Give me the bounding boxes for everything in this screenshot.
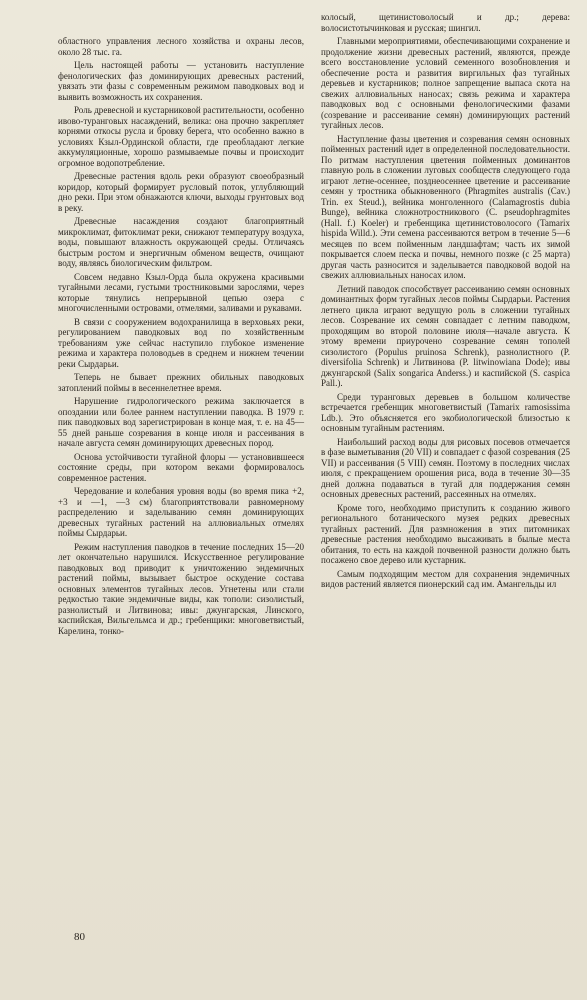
paragraph: Самым подходящим местом для сохранения эндемичных видов растений является пионерский сад им. Амангельды ил	[321, 568, 570, 589]
paragraph: Древесные насаждения создают благоприятный микроклимат, фитоклимат реки, снижают температуру воздуха, воды, повышают влажность окружающей среды. Отличаясь быстрым ростом и энергичным обменом веществ, очищают воду, являясь биологическим фильтром.	[58, 216, 304, 268]
paragraph: В связи с сооружением водохранилища в верховьях реки, регулированием паводковых вод по хозяйственным требованиям уже сейчас наступило глубокое изменение режима и характера половодьев в среднем и нижнем течении реки Сырдарьи.	[58, 316, 304, 369]
paragraph: Наибольший расход воды для рисовых посевов отмечается в фазе выметывания (20 VII) и совпадает с фазой созревания (25 VII) и рассеивания (5 VIII) семян. Поэтому в последних числах июля, с прекращением орошения риса, вода в течение 30—35 дней должна подаваться в тугай для поддержания семян основных древесных растений, рассеянных на отмелях.	[321, 436, 570, 499]
paragraph: Цель настоящей работы — установить наступление фенологических фаз доминирующих древесных растений, увязать эти фазы с современным режимом паводковых вод и выявить возможность их сохранения.	[58, 60, 304, 102]
paragraph: областного управления лесного хозяйства и охраны лесов, около 28 тыс. га.	[58, 36, 304, 57]
paragraph: Чередование и колебания уровня воды (во время пика +2, +3 и —1, —3 см) благоприятствовали равномерному распределению и заделыванию семян доминирующих древесных тугайных растений на аллювиальных отмелях поймы Сырдарьи.	[58, 486, 304, 538]
paragraph: Нарушение гидрологического режима заключается в опоздании или более раннем наступлении паводка. В 1979 г. пик паводковых вод зарегистрирован в конце мая, т. е. на 45—55 дней раньше созревания в конце июля и рассеивания в начале августа семян доминирующих древесных пород.	[58, 396, 304, 448]
paragraph: Главными мероприятиями, обеспечивающими сохранение и продолжение жизни древесных растений, являются, прежде всего восстановление условий семенного возобновления и обеспечение роста и развития виргильных фаз тугайных деревьев и кустарников; полное запрещение выпаса скота на свежих аллювиальных наносах; связь режима и характера паводковых вод с основными фенологическими фазами (созревание и рассеивание семян) доминирующих растений тугайных лесов.	[321, 36, 570, 130]
right-column	[321, 12, 570, 593]
paragraph: Летний паводок способствует рассеиванию семян основных доминантных форм тугайных лесов поймы Сырдарьи. Растения летнего цикла играют ведущую роль в сложении тугайных лесов. Созревание их семян совпадает с летним паводком, проходящим во второй половине июля—начале августа. К этому времени приурочено созревание семян тополей сизолистого (Populus pruinosa Schrenk), разнолистного (P. diversifolia Schrenk) и Литвинова (P. litwinowiana Dode); ивы джунгарской (Salix songarica Anderss.) и каспийской (S. caspica Pall.).	[321, 283, 570, 388]
left-column	[58, 36, 304, 639]
paragraph: Наступление фазы цветения и созревания семян основных пойменных растений идет в определенной последовательности. По ритмам наступления цветения пойменных доминантов главную роль в сложении луговых сообществ следующего года играют летне-осеннее, позднеосеннее цветение и рассеивание семян у тростника обыкновенного (Phragmites australis (Cav.) Trin. ex Steud.), вейника монголенного (Calamagrostis dubia Bunge), вейника сложнотростникового (C. pseudophragmites (Hall. f.) Koeler) и гребенщика щетинистоволосого (Tamarix hispida Willd.). Эти семена рассеиваются ветром в течение 5—6 месяцев по всем пойменным ландшафтам; часть их зимой покрывается слоем песка и почвы, немного позже (с 25 марта) другая часть разносится и заделывается паводковой водой на свежих аллювиальных наносах илом.	[321, 133, 570, 280]
paragraph: Режим наступления паводков в течение последних 15—20 лет окончательно нарушился. Искусственное регулирование паводковых вод приводит к уничтожению эндемичных растений поймы, вызывает быстрое оскудение состава основных элементов тугайных лесов. Угнетены или стали редкостью такие эндемичные виды, как тополи: сизолистый, разнолистый и Литвинова; ивы: джунгарская, Линского, каспийская, Вильгельмса и др.; гребенщики: многоветвистый, Карелина, тонко-	[58, 541, 304, 636]
paragraph: Среди туранговых деревьев в большом количестве встречается гребенщик многоветвистый (Tamarix ramosissima Ldb.). Это объясняется его экобиологической близостью к основным тугайным растениям.	[321, 391, 570, 433]
paragraph: Роль древесной и кустарниковой растительности, особенно ивово-туранговых насаждений, велика: она прочно закрепляет корнями откосы русла и бровку берега, что особенно важно в условиях Кзыл-Ординской области, где преобладают легкие аккумуляционные, хорошо размываемые почвы и происходит огромное водопотребление.	[58, 105, 304, 168]
paragraph: Кроме того, необходимо приступить к созданию живого регионального ботанического музея редких древесных тугайных растений. Для размножения в этих питомниках древесные растения необходимо высаживать в былые места обитания, то есть на каждой почвенной разности должно быть посажено свое дерево или кустарник.	[321, 502, 570, 565]
paragraph: Древесные растения вдоль реки образуют своеобразный коридор, который формирует русловый поток, углубляющий дно реки. При этом обнажаются ключи, выходы грунтовых вод в реку.	[58, 171, 304, 213]
paragraph: Совсем недавно Кзыл-Орда была окружена красивыми тугайными лесами, густыми тростниковыми зарослями, через которые тянулись непрерывной цепью озера с многочисленными островами, отмелями, заливами и рукавами.	[58, 271, 304, 313]
page-number: 80	[74, 931, 85, 943]
paragraph: колосый, щетинистоволосый и др.; дерева: волосистотычинковая и русская; шингил.	[321, 12, 570, 33]
paragraph: Основа устойчивости тугайной флоры — установившееся состояние среды, при котором веками формировалось современное растения.	[58, 451, 304, 483]
paragraph: Теперь не бывает прежних обильных паводковых затоплений поймы в весеннелетнее время.	[58, 372, 304, 393]
